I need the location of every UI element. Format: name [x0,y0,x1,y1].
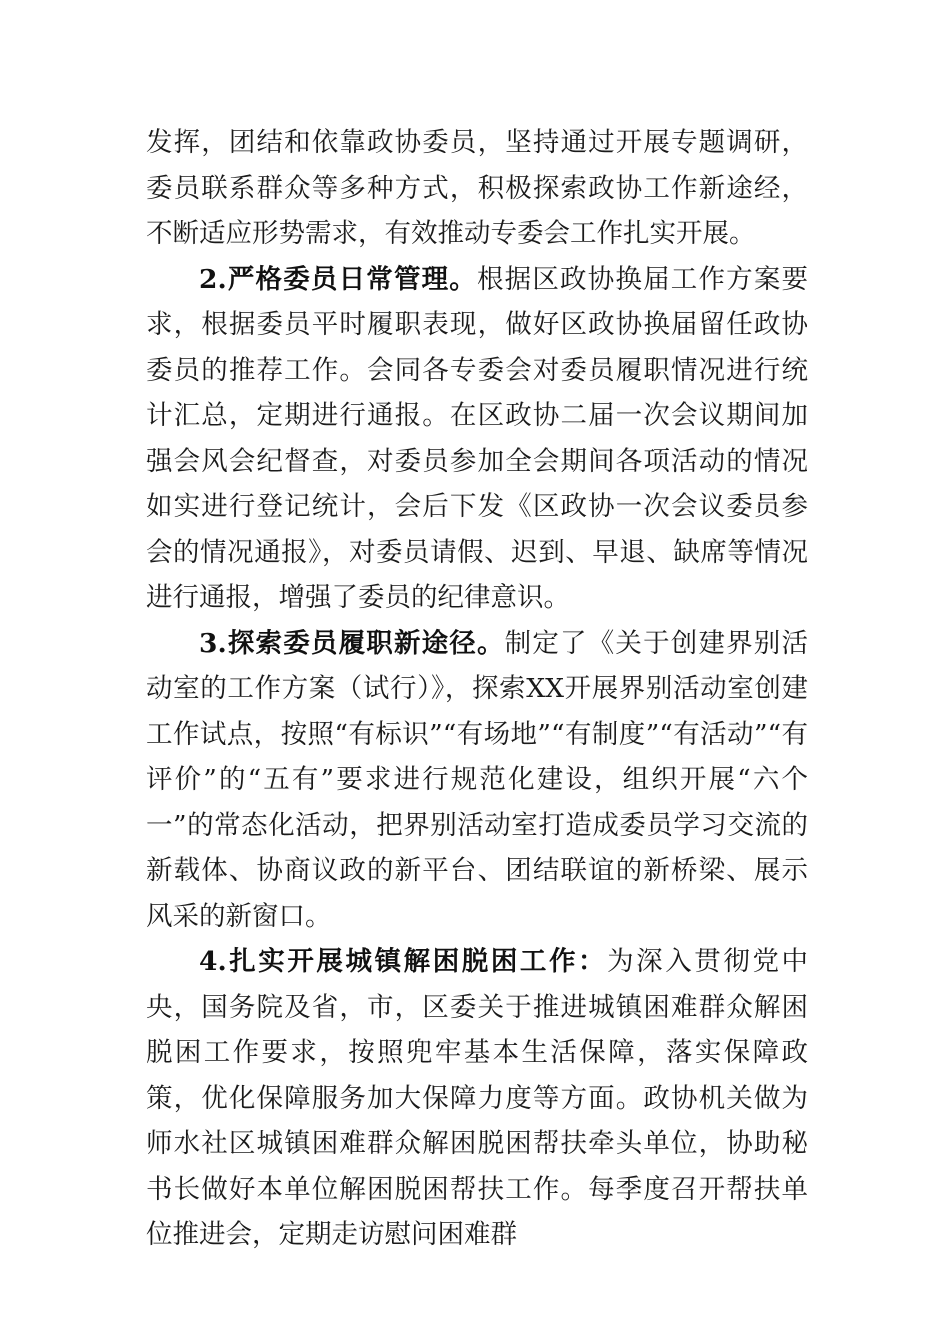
paragraph-text: 根据区政协换届工作方案要求，根据委员平时履职表现，做好区政协换届留任政协委员的推荐工作。会同各专委会对委员履职情况进行统计汇总，定期进行通报。在区政协二届一次会议期间加强会风会纪督查，对委员参加全会期间各项活动的情况如实进行登记统计，会后下发《区政协一次会议委员参会的情况通报》，对委员请假、迟到、早退、缺席等情况进行通报，增强了委员的纪律意识。 [146,263,809,613]
paragraph-text: 发挥，团结和依靠政协委员，坚持通过开展专题调研，委员联系群众等多种方式，积极探索政协工作新途经，不断适应形势需求，有效推动专委会工作扎实开展。 [146,127,808,249]
paragraph-heading: 2.严格委员日常管理。 [199,263,477,295]
paragraph-continuation [146,120,808,257]
paragraph-text: 为深入贯彻党中央，国务院及省，市，区委关于推进城镇困难群众解困脱困工作要求，按照兜牢基本生活保障，落实保障政策，优化保障服务加大保障力度等方面。政协机关做为师水社区城镇困难群众解困脱困帮扶牵头单位，协助秘书长做好本单位解困脱困帮扶工作。每季度召开帮扶单位推进会，定期走访慰问困难群 [146,946,809,1250]
paragraph-member-management [146,257,808,621]
paragraph-heading: 4.扎实开展城镇解困脱困工作： [199,946,608,977]
paragraph-new-approaches [146,621,808,940]
paragraph-poverty-relief [146,939,808,1258]
document-body [146,120,808,1258]
paragraph-text: 制定了《关于创建界别活动室的工作方案（试行）》，探索XX开展界别活动室创建工作试点，按照“有标识”“有场地”“有制度”“有活动”“有评价”的“五有”要求进行规范化建设，组织开展“六个一”的常态化活动，把界别活动室打造成委员学习交流的新载体、协商议政的新平台、团结联谊的新桥梁、展示风采的新窗口。 [146,627,808,932]
paragraph-heading: 3.探索委员履职新途径。 [199,627,505,659]
